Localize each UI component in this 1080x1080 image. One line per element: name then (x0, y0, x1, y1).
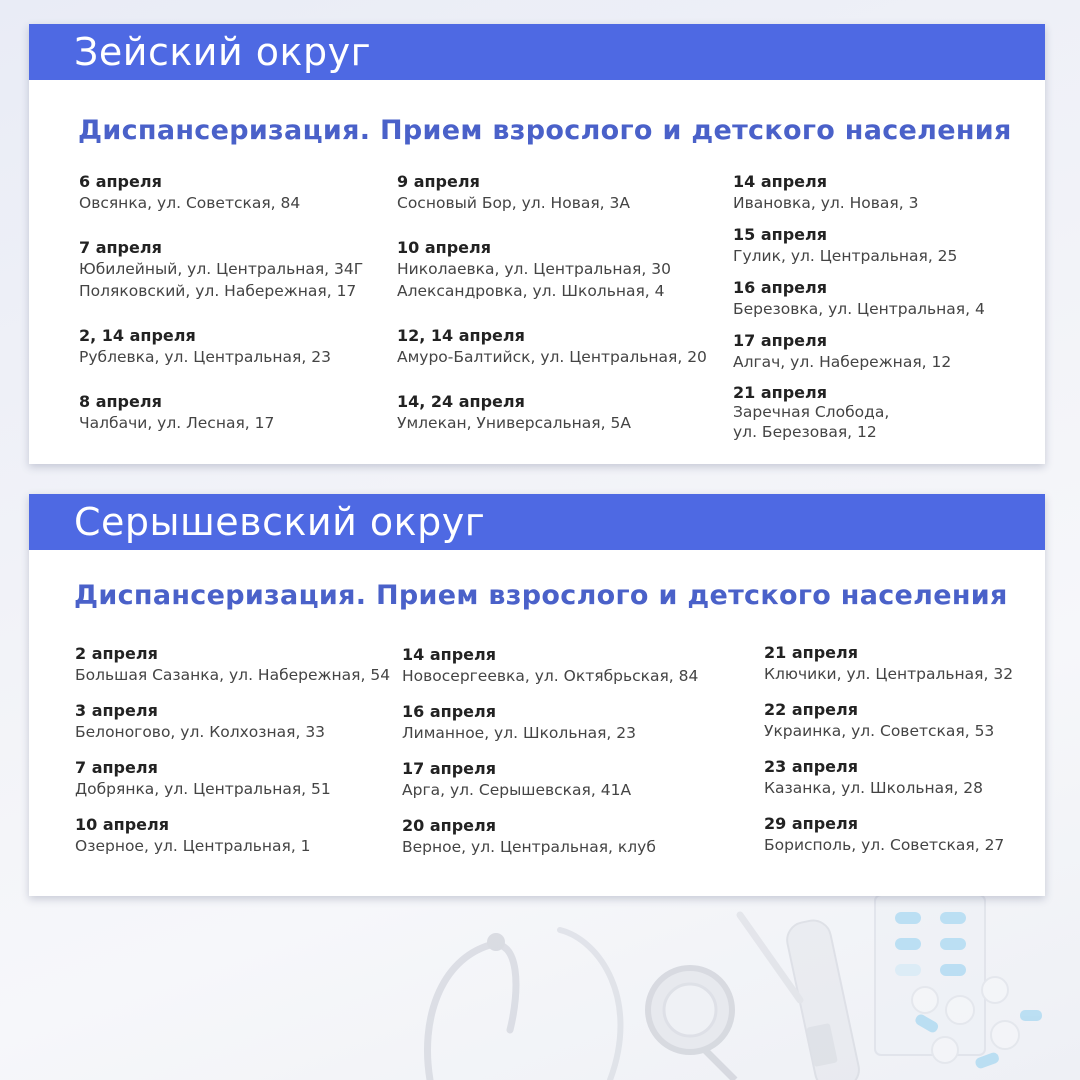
entry-address: Николаевка, ул. Центральная, 30 (397, 260, 671, 278)
entry-address: Украинка, ул. Советская, 53 (764, 722, 995, 740)
entry-date: 21 апреля (733, 383, 827, 402)
stethoscope-icon (428, 944, 516, 1080)
entry-date: 29 апреля (764, 814, 858, 833)
entry-address: Амуро-Балтийск, ул. Центральная, 20 (397, 348, 707, 366)
entry-date: 14, 24 апреля (397, 392, 525, 411)
schedule-entry (733, 383, 889, 442)
entry-date: 8 апреля (79, 392, 162, 411)
entry-address: Озерное, ул. Центральная, 1 (75, 837, 311, 855)
schedule-entry (402, 759, 631, 801)
schedule-entry (79, 238, 363, 302)
entry-address: Ключики, ул. Центральная, 32 (764, 665, 1014, 683)
entry-date: 14 апреля (733, 172, 827, 191)
schedule-entry (764, 757, 983, 799)
entry-date: 10 апреля (75, 815, 169, 834)
entry-date: 2 апреля (75, 644, 158, 663)
schedule-entry (75, 815, 311, 857)
entry-address: Белоногово, ул. Колхозная, 33 (75, 723, 326, 741)
entry-address: Юбилейный, ул. Центральная, 34Г (79, 260, 364, 278)
schedule-entry (733, 331, 951, 373)
schedule-entry (79, 326, 331, 368)
zeya-district-card (29, 24, 1045, 464)
entry-date: 7 апреля (79, 238, 162, 257)
schedule-entry (79, 392, 274, 434)
entry-address: Алгач, ул. Набережная, 12 (733, 353, 952, 371)
zeya-district-subtitle: Диспансеризация. Прием взрослого и детского населения (78, 115, 1012, 146)
zeya-district-header (29, 24, 1045, 80)
entry-date: 6 апреля (79, 172, 162, 191)
schedule-entry (397, 238, 671, 302)
schedule-entry (733, 225, 957, 267)
schedule-entry (397, 326, 707, 368)
entry-address: ул. Березовая, 12 (733, 423, 877, 441)
entry-date: 3 апреля (75, 701, 158, 720)
entry-date: 17 апреля (402, 759, 496, 778)
entry-address: Овсянка, ул. Советская, 84 (79, 194, 301, 212)
entry-date: 16 апреля (733, 278, 827, 297)
entry-address: Гулик, ул. Центральная, 25 (733, 247, 958, 265)
entry-address: Борисполь, ул. Советская, 27 (764, 836, 1005, 854)
schedule-entry (75, 701, 325, 743)
schedule-entry (402, 645, 698, 687)
entry-address: Добрянка, ул. Центральная, 51 (75, 780, 331, 798)
entry-address: Чалбачи, ул. Лесная, 17 (79, 414, 275, 432)
schedule-entry (402, 816, 656, 858)
entry-date: 9 апреля (397, 172, 480, 191)
seryshevo-district-subtitle: Диспансеризация. Прием взрослого и детского населения (74, 580, 1008, 611)
entry-address: Большая Сазанка, ул. Набережная, 54 (75, 666, 391, 684)
entry-date: 22 апреля (764, 700, 858, 719)
schedule-entry (397, 392, 631, 434)
schedule-entry (79, 172, 300, 214)
schedule-entry (764, 700, 994, 742)
entry-address: Заречная Слобода, (733, 403, 890, 421)
schedule-entry (397, 172, 630, 214)
zeya-district-title: Зейский округ (74, 30, 372, 74)
entry-address: Арга, ул. Серышевская, 41А (402, 781, 632, 799)
schedule-entry (402, 702, 636, 744)
schedule-entry (733, 278, 985, 320)
entry-address: Лиманное, ул. Школьная, 23 (402, 724, 636, 742)
entry-date: 20 апреля (402, 816, 496, 835)
seryshevo-district-card (29, 494, 1045, 896)
schedule-entry (764, 814, 1004, 856)
entry-date: 14 апреля (402, 645, 496, 664)
entry-date: 23 апреля (764, 757, 858, 776)
schedule-entry (733, 172, 918, 214)
entry-date: 21 апреля (764, 643, 858, 662)
entry-date: 2, 14 апреля (79, 326, 196, 345)
schedule-entry (75, 644, 390, 686)
entry-address: Верное, ул. Центральная, клуб (402, 838, 656, 856)
entry-date: 16 апреля (402, 702, 496, 721)
entry-address: Рублевка, ул. Центральная, 23 (79, 348, 331, 366)
entry-date: 15 апреля (733, 225, 827, 244)
entry-address: Сосновый Бор, ул. Новая, 3А (397, 194, 630, 212)
entry-address: Березовка, ул. Центральная, 4 (733, 300, 985, 318)
entry-address: Ивановка, ул. Новая, 3 (733, 194, 919, 212)
entry-address: Александровка, ул. Школьная, 4 (397, 282, 665, 300)
seryshevo-district-header (29, 494, 1045, 550)
entry-date: 12, 14 апреля (397, 326, 525, 345)
entry-date: 10 апреля (397, 238, 491, 257)
entry-address: Поляковский, ул. Набережная, 17 (79, 282, 357, 300)
seryshevo-district-title: Серышевский округ (74, 500, 486, 544)
entry-date: 17 апреля (733, 331, 827, 350)
entry-address: Казанка, ул. Школьная, 28 (764, 779, 984, 797)
entry-address: Умлекан, Универсальная, 5А (397, 414, 631, 432)
entry-address: Новосергеевка, ул. Октябрьская, 84 (402, 667, 699, 685)
schedule-entry (75, 758, 331, 800)
schedule-entry (764, 643, 1013, 685)
entry-date: 7 апреля (75, 758, 158, 777)
